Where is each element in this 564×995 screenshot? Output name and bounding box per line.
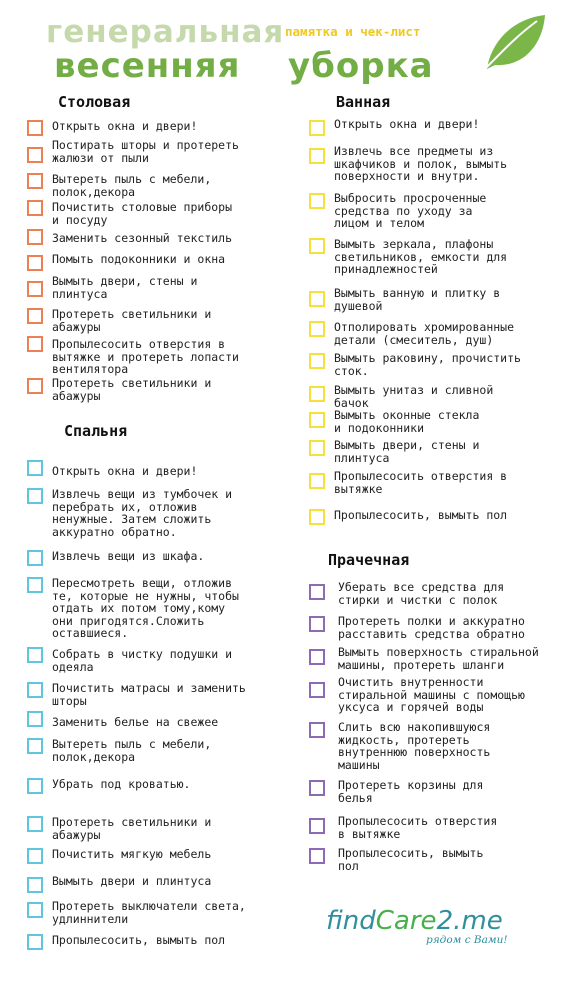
bedroom-item-label: Протереть выключатели света, удлиннители (52, 899, 246, 926)
dining-checkbox[interactable] (27, 200, 43, 216)
dining-checkbox[interactable] (27, 308, 43, 324)
bedroom-item-label: Извлечь вещи из тумбочек и перебрать их, отложив ненужные. Затем сложить аккуратно обратно. (52, 487, 233, 539)
bathroom-item-label: Вымыть унитаз и сливной бачок (334, 383, 494, 410)
bedroom-checkbox[interactable] (27, 778, 43, 794)
dining-item-label: Вымыть двери, стены и плинтуса (52, 274, 198, 301)
laundry-item-label: Уберать все средства для стирки и чистки с полок (338, 580, 505, 607)
bedroom-checkbox[interactable] (27, 577, 43, 593)
dining-item-label: Почистить столовые приборы и посуду (52, 200, 233, 227)
laundry-item-label: Пропылесосить отверстия в вытяжке (338, 814, 498, 841)
bathroom-checkbox[interactable] (309, 386, 325, 402)
laundry-item-label: Протереть полки и аккуратно расставить средства обратно (338, 614, 525, 641)
laundry-checkbox[interactable] (309, 722, 325, 738)
bathroom-checkbox[interactable] (309, 148, 325, 164)
dining-item-label: Постирать шторы и протереть жалюзи от пыли (52, 138, 239, 165)
bedroom-checkbox[interactable] (27, 711, 43, 727)
bathroom-item-label: Пропылесосить, вымыть пол (334, 508, 508, 522)
dining-checkbox[interactable] (27, 378, 43, 394)
bedroom-item-label: Пересмотреть вещи, отложив те, которые не нужны, чтобы отдать их потом тому,кому они пригодятся.Сложить оставшиеся. (52, 576, 239, 641)
bedroom-checkbox[interactable] (27, 460, 43, 476)
bedroom-item-label: Извлечь вещи из шкафа. (52, 549, 205, 563)
bedroom-checkbox[interactable] (27, 488, 43, 504)
bedroom-item-label: Убрать под кроватью. (52, 777, 191, 791)
bedroom-item-label: Пропылесосить, вымыть пол (52, 933, 226, 947)
bedroom-item-label: Почистить мягкую мебель (52, 847, 212, 861)
dining-checkbox[interactable] (27, 173, 43, 189)
bedroom-checkbox[interactable] (27, 877, 43, 893)
bathroom-item-label: Вымыть двери, стены и плинтуса (334, 438, 480, 465)
bathroom-item-label: Выбросить просроченные средства по уходу за лицом и телом (334, 191, 487, 231)
laundry-checkbox[interactable] (309, 649, 325, 665)
title-line-1: генеральная (46, 14, 285, 50)
section-title-bedroom: Спальня (64, 422, 128, 440)
bathroom-checkbox[interactable] (309, 321, 325, 337)
bathroom-checkbox[interactable] (309, 193, 325, 209)
laundry-checkbox[interactable] (309, 682, 325, 698)
bathroom-item-label: Вымыть зеркала, плафоны светильников, емкости для принадлежностей (334, 237, 508, 277)
laundry-item-label: Пропылесосить, вымыть пол (338, 846, 484, 873)
bedroom-item-label: Открыть окна и двери! (52, 464, 198, 478)
dining-item-label: Пропылесосить отверстия в вытяжке и протереть лопасти вентилятора (52, 337, 239, 377)
bathroom-item-label: Вымыть ванную и плитку в душевой (334, 286, 501, 313)
bathroom-item-label: Отполировать хромированные детали (смеситель, душ) (334, 320, 515, 347)
bathroom-checkbox[interactable] (309, 353, 325, 369)
bathroom-item-label: Открыть окна и двери! (334, 117, 480, 131)
findcare2me-logo (326, 906, 526, 952)
dining-item-label: Протереть светильники и абажуры (52, 307, 212, 334)
laundry-checkbox[interactable] (309, 780, 325, 796)
bedroom-checkbox[interactable] (27, 647, 43, 663)
bedroom-checkbox[interactable] (27, 934, 43, 950)
leaf-icon (481, 13, 547, 73)
bedroom-checkbox[interactable] (27, 902, 43, 918)
dining-item-label: Вытереть пыль с мебели, полок,декора (52, 172, 212, 199)
dining-checkbox[interactable] (27, 336, 43, 352)
dining-item-label: Открыть окна и двери! (52, 119, 198, 133)
dining-checkbox[interactable] (27, 229, 43, 245)
dining-checkbox[interactable] (27, 281, 43, 297)
laundry-item-label: Вымыть поверхность стиральной машины, протереть шланги (338, 645, 539, 672)
laundry-item-label: Очистить внутренности стиральной машины с помощью уксуса и горячей воды (338, 675, 525, 715)
bathroom-checkbox[interactable] (309, 440, 325, 456)
dining-checkbox[interactable] (27, 147, 43, 163)
bathroom-item-label: Вымыть оконные стекла и подоконники (334, 408, 480, 435)
bedroom-item-label: Собрать в чистку подушки и одеяла (52, 647, 233, 674)
bedroom-item-label: Заменить белье на свежее (52, 715, 219, 729)
bathroom-checkbox[interactable] (309, 509, 325, 525)
dining-item-label: Заменить сезонный текстиль (52, 231, 233, 245)
logo-tagline: рядом с Вами! (426, 934, 508, 946)
logo-domain: 2.me (436, 906, 503, 936)
bathroom-item-label: Пропылесосить отверстия в вытяжке (334, 469, 508, 496)
bathroom-checkbox[interactable] (309, 412, 325, 428)
bedroom-item-label: Протереть светильники и абажуры (52, 815, 212, 842)
laundry-checkbox[interactable] (309, 818, 325, 834)
bedroom-checkbox[interactable] (27, 816, 43, 832)
bedroom-item-label: Вытереть пыль с мебели, полок,декора (52, 737, 212, 764)
section-title-bathroom: Ванная (336, 93, 391, 111)
bedroom-checkbox[interactable] (27, 550, 43, 566)
bathroom-item-label: Вымыть раковину, прочистить сток. (334, 351, 521, 378)
laundry-checkbox[interactable] (309, 584, 325, 600)
dining-item-label: Помыть подоконники и окна (52, 252, 226, 266)
bedroom-item-label: Почистить матрасы и заменить шторы (52, 681, 246, 708)
title-line-2a: весенняя (54, 46, 241, 86)
bedroom-item-label: Вымыть двери и плинтуса (52, 874, 212, 888)
laundry-checkbox[interactable] (309, 848, 325, 864)
bedroom-checkbox[interactable] (27, 738, 43, 754)
dining-checkbox[interactable] (27, 255, 43, 271)
laundry-item-label: Протереть корзины для белья (338, 778, 484, 805)
logo-care: Care (375, 906, 437, 936)
bedroom-checkbox[interactable] (27, 848, 43, 864)
section-title-laundry: Прачечная (328, 551, 410, 569)
bathroom-checkbox[interactable] (309, 120, 325, 136)
bathroom-checkbox[interactable] (309, 238, 325, 254)
bedroom-checkbox[interactable] (27, 682, 43, 698)
dining-item-label: Протереть светильники и абажуры (52, 376, 212, 403)
logo-find: find (326, 906, 376, 936)
bathroom-checkbox[interactable] (309, 473, 325, 489)
bathroom-checkbox[interactable] (309, 291, 325, 307)
laundry-item-label: Слить всю накопившуюся жидкость, протереть внутреннюю поверхность машины (338, 720, 491, 772)
section-title-dining: Столовая (58, 93, 131, 111)
dining-checkbox[interactable] (27, 120, 43, 136)
laundry-checkbox[interactable] (309, 616, 325, 632)
bathroom-item-label: Извлечь все предметы из шкафчиков и полок, вымыть поверхности и внутри. (334, 144, 508, 184)
title-line-2b: уборка (288, 46, 434, 86)
subtitle: памятка и чек-лист (285, 24, 421, 39)
